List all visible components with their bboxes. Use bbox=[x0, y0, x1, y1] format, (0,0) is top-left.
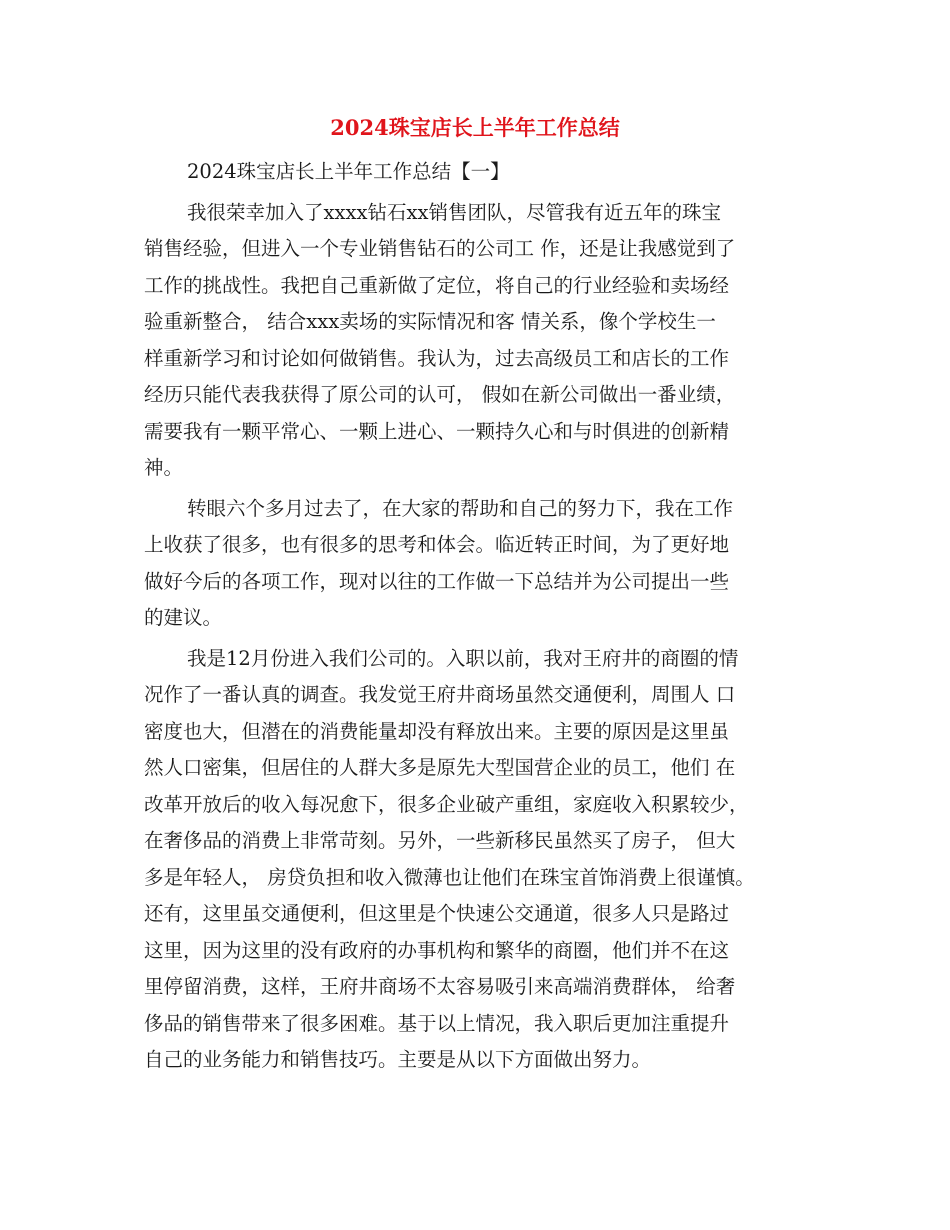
paragraph-line: 转眼六个多月过去了，在大家的帮助和自己的努力下，我在工作 bbox=[187, 497, 734, 520]
paragraph-line: 里停留消费，这样，王府井商场不太容易吸引来高端消费群体， 给奢 bbox=[144, 975, 736, 998]
paragraph-line: 销售经验，但进入一个专业销售钻石的公司工 作，还是让我感觉到了 bbox=[144, 237, 736, 260]
paragraph-line: 经历只能代表我获得了原公司的认可， 假如在新公司做出一番业绩， bbox=[144, 383, 736, 406]
paragraph-line: 样重新学习和讨论如何做销售。我认为，过去高级员工和店长的工作 bbox=[144, 347, 730, 370]
paragraph-line: 的建议。 bbox=[144, 606, 223, 629]
paragraph-line: 在奢侈品的消费上非常苛刻。另外，一些新移民虽然买了房子， 但大 bbox=[144, 829, 736, 852]
paragraph-line: 况作了一番认真的调查。我发觉王府井商场虽然交通便利，周围人 口 bbox=[144, 683, 736, 706]
paragraph-line: 还有，这里虽交通便利，但这里是个快速公交通道，很多人只是路过 bbox=[144, 902, 730, 925]
paragraph-line: 神。 bbox=[144, 456, 184, 479]
paragraph-line: 需要我有一颗平常心、一颗上进心、一颗持久心和与时俱进的创新精 bbox=[144, 420, 730, 443]
paragraph-line: 改革开放后的收入每况愈下，很多企业破产重组，家庭收入积累较少， bbox=[144, 793, 749, 816]
paragraph-line: 自己的业务能力和销售技巧。主要是从以下方面做出努力。 bbox=[144, 1048, 652, 1071]
paragraph-line: 上收获了很多，也有很多的思考和体会。临近转正时间，为了更好地 bbox=[144, 533, 730, 556]
paragraph-line: 侈品的销售带来了很多困难。基于以上情况，我入职后更加注重提升 bbox=[144, 1012, 730, 1035]
paragraph-line: 密度也大，但潜在的消费能量却没有释放出来。主要的原因是这里虽 bbox=[144, 720, 730, 743]
paragraph-line: 工作的挑战性。我把自己重新做了定位，将自己的行业经验和卖场经 bbox=[144, 274, 730, 297]
paragraph-line: 做好今后的各项工作，现对以往的工作做一下总结并为公司提出一些 bbox=[144, 570, 730, 593]
paragraph-line: 然人口密集，但居住的人群大多是原先大型国营企业的员工，他们 在 bbox=[144, 756, 736, 779]
section-heading: 2024珠宝店长上半年工作总结【一】 bbox=[187, 160, 510, 183]
paragraph-line: 多是年轻人， 房贷负担和收入微薄也让他们在珠宝首饰消费上很谨慎。 bbox=[144, 866, 755, 889]
paragraph-line: 这里，因为这里的没有政府的办事机构和繁华的商圈，他们并不在这 bbox=[144, 939, 730, 962]
paragraph-line: 验重新整合， 结合xxx卖场的实际情况和客 情关系，像个学校生一 bbox=[144, 310, 716, 333]
paragraph-line: 我很荣幸加入了xxxx钻石xx销售团队，尽管我有近五年的珠宝 bbox=[187, 201, 721, 224]
paragraph-line: 我是12月份进入我们公司的。入职以前，我对王府井的商圈的情 bbox=[187, 647, 739, 670]
document-title: 2024珠宝店长上半年工作总结 bbox=[330, 115, 620, 140]
